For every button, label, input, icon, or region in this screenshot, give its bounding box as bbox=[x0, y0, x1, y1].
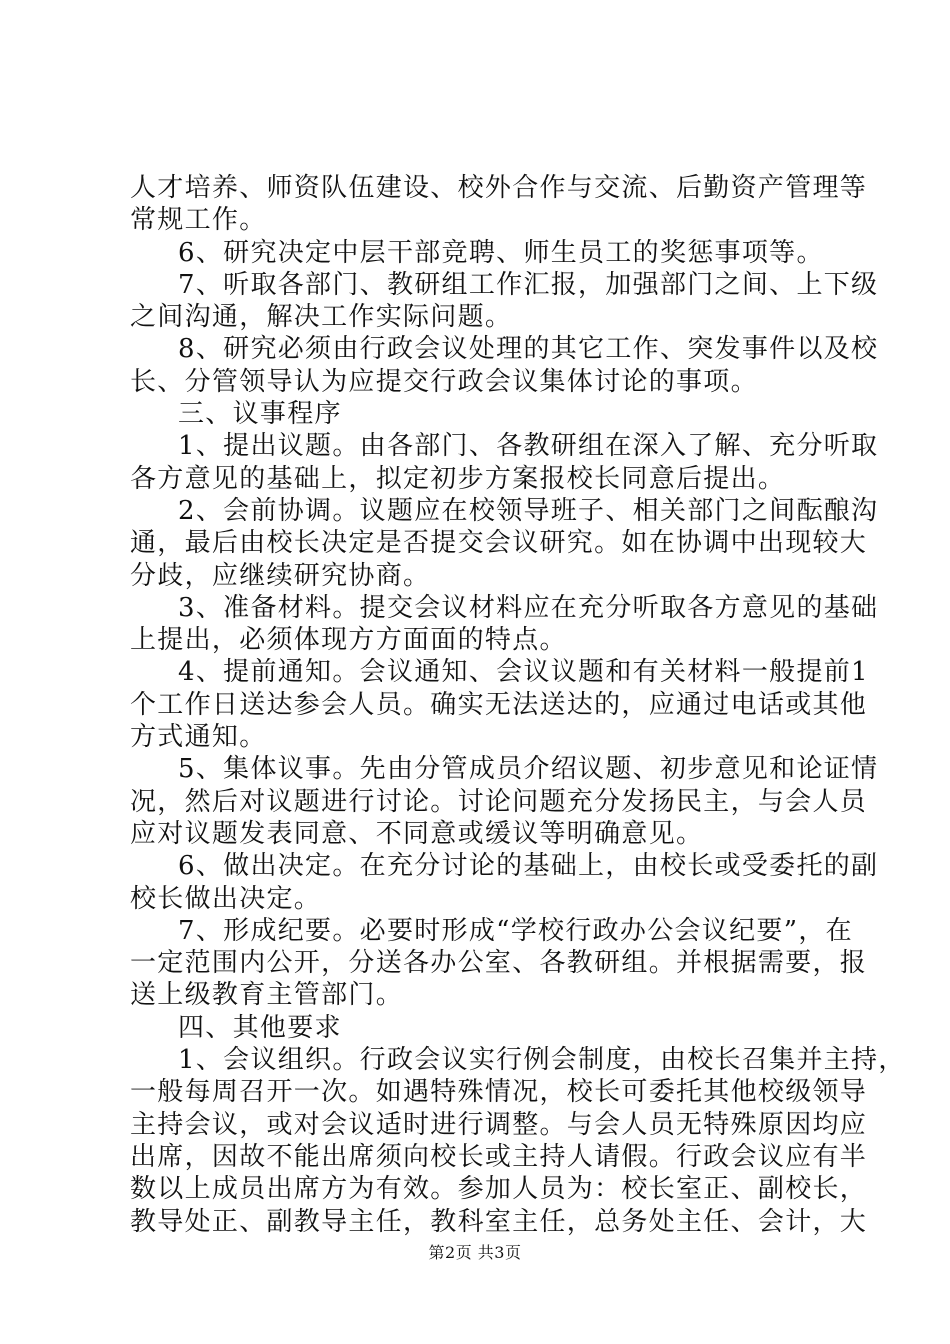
text-line: 8、研究必须由行政会议处理的其它工作、突发事件以及校 bbox=[178, 334, 879, 365]
text-line: 主持会议，或对会议适时进行调整。与会人员无特殊原因均应 bbox=[130, 1109, 868, 1140]
text-line: 之间沟通，解决工作实际问题。 bbox=[130, 302, 513, 333]
text-line: 应对议题发表同意、不同意或缓议等明确意见。 bbox=[130, 818, 704, 849]
text-line: 况，然后对议题进行讨论。讨论问题充分发扬民主，与会人员 bbox=[130, 786, 868, 817]
text-line: 1、会议组织。行政会议实行例会制度，由校长召集并主持， bbox=[178, 1045, 906, 1076]
text-line: 出席，因故不能出席须向校长或主持人请假。行政会议应有半 bbox=[130, 1141, 868, 1172]
text-line: 常规工作。 bbox=[130, 205, 267, 236]
document-body bbox=[130, 172, 906, 1238]
text-line: 长、分管领导认为应提交行政会议集体讨论的事项。 bbox=[130, 366, 758, 397]
text-line: 1、提出议题。由各部门、各教研组在深入了解、充分听取 bbox=[178, 431, 879, 462]
text-line: 3、准备材料。提交会议材料应在充分听取各方意见的基础 bbox=[178, 592, 879, 623]
text-line: 一定范围内公开，分送各办公室、各教研组。并根据需要，报 bbox=[130, 948, 868, 979]
text-line: 一般每周召开一次。如遇特殊情况，校长可委托其他校级领导 bbox=[130, 1077, 868, 1108]
text-line: 5、集体议事。先由分管成员介绍议题、初步意见和论证情 bbox=[178, 754, 879, 785]
text-line: 6、研究决定中层干部竞聘、师生员工的奖惩事项等。 bbox=[178, 237, 824, 268]
text-line: 通，最后由校长决定是否提交会议研究。如在协调中出现较大 bbox=[130, 528, 868, 559]
text-line: 分歧，应继续研究协商。 bbox=[130, 560, 431, 591]
text-line: 上提出，必须体现方方面面的特点。 bbox=[130, 625, 567, 656]
text-line: 6、做出决定。在充分讨论的基础上，由校长或受委托的副 bbox=[178, 851, 879, 882]
text-line: 人才培养、师资队伍建设、校外合作与交流、后勤资产管理等 bbox=[130, 173, 868, 203]
text-line: 数以上成员出席方为有效。参加人员为：校长室正、副校长， bbox=[130, 1174, 868, 1205]
text-line: 4、提前通知。会议通知、会议议题和有关材料一般提前1 bbox=[178, 657, 869, 688]
text-line: 三、议事程序 bbox=[178, 399, 342, 430]
text-line: 2、会前协调。议题应在校领导班子、相关部门之间酝酿沟 bbox=[178, 495, 879, 526]
text-line: 校长做出决定。 bbox=[130, 883, 322, 914]
text-line: 方式通知。 bbox=[130, 722, 267, 753]
text-line: 四、其他要求 bbox=[178, 1012, 342, 1043]
page-footer: 第2页 共3页 bbox=[428, 1243, 522, 1262]
text-line: 个工作日送达参会人员。确实无法送达的，应通过电话或其他 bbox=[130, 689, 868, 720]
text-line: 各方意见的基础上，拟定初步方案报校长同意后提出。 bbox=[130, 463, 786, 494]
text-line: 送上级教育主管部门。 bbox=[130, 980, 404, 1011]
text-line: 7、听取各部门、教研组工作汇报，加强部门之间、上下级 bbox=[178, 269, 879, 300]
text-line: 教导处正、副教导主任，教科室主任，总务处主任、会计，大 bbox=[130, 1206, 868, 1237]
text-line: 7、形成纪要。必要时形成“学校行政办公会议纪要”，在 bbox=[178, 915, 853, 946]
